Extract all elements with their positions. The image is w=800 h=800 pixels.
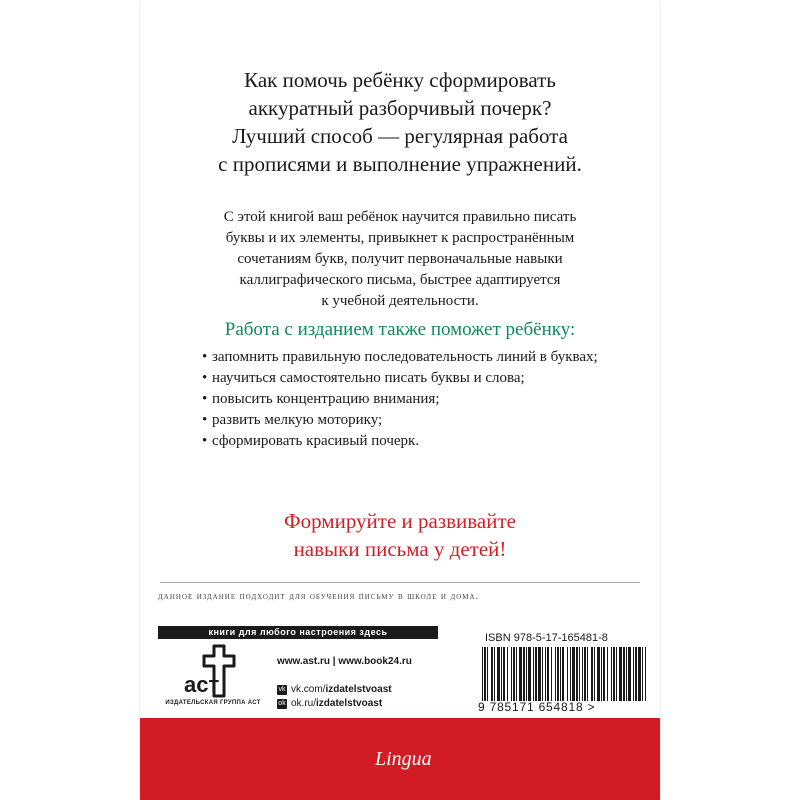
barcode-bar — [587, 647, 588, 701]
barcode-bar — [628, 647, 631, 701]
barcode-bar — [591, 647, 593, 701]
list-item — [202, 369, 622, 388]
barcode-bar — [603, 647, 605, 701]
description-line: буквы и их элементы, привыкнет к распространённым — [225, 230, 575, 246]
description-line: С этой книгой ваш ребёнок научится правильно писать — [223, 209, 577, 225]
barcode-bar — [545, 647, 546, 701]
description-text — [150, 207, 650, 312]
list-item — [202, 348, 622, 367]
divider — [160, 582, 640, 583]
barcode-bar — [516, 647, 517, 701]
intro-line: Лучший способ — регулярная работа — [232, 124, 568, 148]
barcode-bar — [619, 647, 622, 701]
barcode-icon — [480, 647, 648, 701]
barcode-bar — [547, 647, 549, 701]
barcode-bar — [533, 647, 534, 701]
description-line: сочетаниям букв, получит первоначальные навыки — [237, 251, 563, 267]
barcode-bar — [491, 647, 493, 701]
bullet-icon: • — [202, 349, 208, 365]
list-item — [202, 432, 622, 451]
description-line: каллиграфического письма, быстрее адаптируется — [239, 272, 561, 288]
barcode-bar — [645, 647, 646, 701]
barcode-bar — [607, 647, 608, 701]
barcode-bar — [551, 647, 552, 701]
list-item-text: повысить концентрацию внимания; — [212, 391, 440, 407]
barcode-bar — [570, 647, 571, 701]
website-links[interactable]: www.ast.ru | www.book24.ru — [277, 656, 412, 667]
barcode-bar — [562, 647, 564, 701]
ok-link[interactable] — [277, 698, 382, 709]
vk-handle: izdatelstvoast — [325, 684, 392, 695]
barcode-bar — [501, 647, 502, 701]
intro-line: с прописями и выполнение упражнений. — [218, 152, 582, 176]
barcode-bar — [567, 647, 568, 701]
barcode-bar — [638, 647, 641, 701]
benefits-list — [202, 348, 622, 453]
isbn-label: ISBN 978-5-17-165481-8 — [485, 632, 608, 644]
barcode-bar — [613, 647, 615, 701]
call-to-action — [140, 507, 660, 563]
barcode-bar — [560, 647, 561, 701]
description-line: к учебной деятельности. — [321, 293, 479, 309]
vk-link[interactable] — [277, 684, 392, 695]
publisher-tagline: книги для любого настроения здесь — [158, 626, 438, 639]
barcode-bar — [635, 647, 637, 701]
benefits-heading: Работа с изданием также поможет ребёнку: — [224, 319, 576, 340]
vk-prefix: vk.com/ — [291, 684, 326, 695]
barcode-bar — [526, 647, 527, 701]
barcode-bar — [542, 647, 543, 701]
barcode-bar — [572, 647, 575, 701]
barcode-bar — [503, 647, 505, 701]
vk-icon: vk — [278, 685, 286, 693]
list-item — [202, 411, 622, 430]
ok-icon: ok — [278, 699, 286, 707]
barcode-bar — [642, 647, 643, 701]
bullet-icon: • — [202, 391, 208, 407]
intro-line: аккуратный разборчивый почерк? — [248, 96, 552, 120]
cta-line: Формируйте и развивайте — [284, 509, 516, 533]
intro-line: Как помочь ребёнку сформировать — [244, 68, 556, 92]
bullet-icon: • — [202, 412, 208, 428]
barcode-bar — [611, 647, 612, 701]
list-item-text: сформировать красивый почерк. — [212, 433, 420, 449]
barcode-bar — [535, 647, 537, 701]
barcode-bar — [597, 647, 600, 701]
barcode-bar — [594, 647, 595, 701]
barcode-bar — [616, 647, 617, 701]
barcode-bar — [584, 647, 586, 701]
barcode-bar — [482, 647, 483, 701]
usage-note: данное издание подходит для обучения письму в школе и дома. — [158, 591, 480, 602]
intro-text — [140, 66, 660, 178]
barcode-bar — [507, 647, 508, 701]
barcode-bar — [511, 647, 512, 701]
barcode-bar — [623, 647, 625, 701]
imprint-logo: Lingua — [375, 748, 432, 770]
barcode-bar — [519, 647, 522, 701]
barcode-bar — [528, 647, 531, 701]
barcode-bar — [633, 647, 634, 701]
list-item-text: развить мелкую моторику; — [212, 412, 383, 428]
ok-handle: izdatelstvoast — [316, 698, 383, 709]
ok-prefix: ok.ru/ — [291, 698, 317, 709]
barcode-bar — [557, 647, 559, 701]
barcode-bar — [497, 647, 500, 701]
list-item — [202, 390, 622, 409]
barcode-bar — [555, 647, 556, 701]
barcode-bar — [487, 647, 488, 701]
barcode-bar — [579, 647, 580, 701]
barcode-bar — [626, 647, 627, 701]
barcode-bar — [576, 647, 578, 701]
barcode-bar — [601, 647, 602, 701]
logo-text: аст — [184, 672, 220, 697]
barcode-bar — [513, 647, 515, 701]
book-back-cover — [140, 0, 660, 800]
barcode-bar — [538, 647, 541, 701]
barcode-bar — [523, 647, 525, 701]
ast-logo — [180, 642, 240, 702]
cta-line: навыки письма у детей! — [293, 537, 507, 561]
publisher-name: ИЗДАТЕЛЬСКАЯ ГРУППА АСТ — [165, 700, 261, 706]
bullet-icon: • — [202, 433, 208, 449]
barcode-bar — [484, 647, 486, 701]
barcode-digits: 9 785171 654818 > — [478, 700, 596, 714]
barcode-bar — [582, 647, 583, 701]
list-item-text: научиться самостоятельно писать буквы и слова; — [212, 370, 525, 386]
bullet-icon: • — [202, 370, 208, 386]
list-item-text: запомнить правильную последовательность линий в буквах; — [212, 349, 598, 365]
barcode-bar — [494, 647, 495, 701]
